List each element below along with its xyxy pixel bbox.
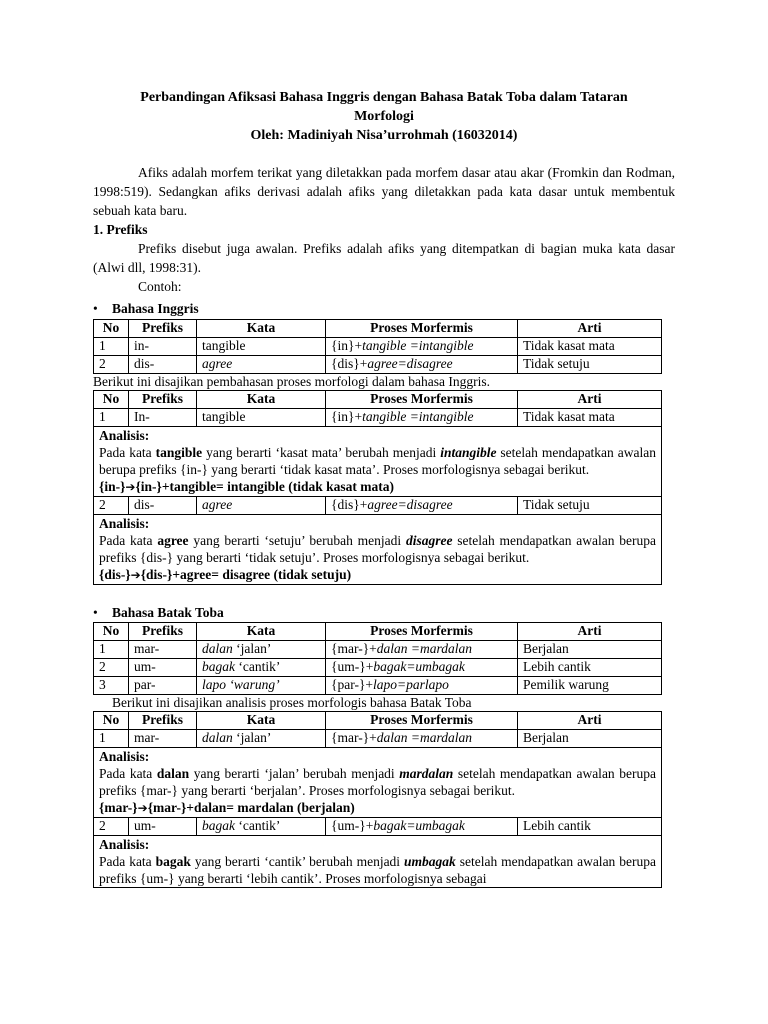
cell-kata: dalan ‘jalan’	[197, 641, 326, 659]
table-header-row	[94, 712, 662, 730]
table-batak-analysis	[93, 711, 662, 888]
table-row	[94, 818, 662, 836]
title-line-2: Morfologi	[354, 109, 414, 124]
analysis-cell	[94, 427, 662, 497]
table-batak-summary	[93, 622, 662, 695]
col-prefiks: Prefiks	[129, 712, 197, 730]
col-kata: Kata	[197, 623, 326, 641]
col-no: No	[94, 391, 129, 409]
author-line: Oleh: Madiniyah Nisa’urrohmah (16032014)	[250, 128, 518, 143]
table-inggris-summary	[93, 319, 662, 374]
cell-proses: {in}+tangible =intangible	[326, 409, 518, 427]
table-row	[94, 730, 662, 748]
bullet-bahasa-inggris: • Bahasa Inggris	[93, 301, 199, 316]
cell-kata: lapo ‘warung’	[197, 677, 326, 695]
arrow-right-icon: ➔	[130, 568, 141, 582]
table-row	[94, 409, 662, 427]
cell-prefiks: In-	[129, 409, 197, 427]
batak-intro: Berikut ini disajikan analisis proses morfologis bahasa Batak Toba	[112, 695, 472, 710]
cell-no: 2	[94, 659, 129, 677]
cell-proses: {mar-}+dalan =mardalan	[326, 730, 518, 748]
col-arti: Arti	[518, 391, 662, 409]
intro-paragraph: Afiks adalah morfem terikat yang diletakkan pada morfem dasar atau akar (Fromkin dan Rodman, 1998:519). Sedangkan afiks derivasi adalah afiks yang diletakkan pada kata dasar untuk membentuk sebuah kata baru.	[93, 165, 675, 218]
cell-kata: tangible	[197, 338, 326, 356]
analysis-formula: {in-}➔{in-}+tangible= intangible (tidak kasat mata)	[99, 479, 395, 494]
col-arti: Arti	[518, 712, 662, 730]
cell-prefiks: in-	[129, 338, 197, 356]
col-proses: Proses Morfermis	[326, 623, 518, 641]
cell-no: 1	[94, 409, 129, 427]
col-no: No	[94, 712, 129, 730]
col-proses: Proses Morfermis	[326, 320, 518, 338]
analysis-label: Analisis:	[99, 837, 150, 852]
col-no: No	[94, 623, 129, 641]
bullet-icon: •	[93, 605, 98, 620]
col-proses: Proses Morfermis	[326, 391, 518, 409]
cell-arti: Tidak setuju	[518, 497, 662, 515]
analysis-row	[94, 748, 662, 818]
analysis-cell	[94, 515, 662, 585]
cell-no: 1	[94, 338, 129, 356]
analysis-row	[94, 836, 662, 888]
analysis-formula: {mar-}➔{mar-}+dalan= mardalan (berjalan)	[99, 800, 355, 815]
cell-arti: Pemilik warung	[518, 677, 662, 695]
cell-no: 2	[94, 818, 129, 836]
cell-arti: Berjalan	[518, 641, 662, 659]
cell-proses: {par-}+lapo=parlapo	[326, 677, 518, 695]
cell-no: 2	[94, 356, 129, 374]
cell-arti: Tidak kasat mata	[518, 338, 662, 356]
section-heading-prefiks: 1. Prefiks	[93, 222, 148, 237]
col-prefiks: Prefiks	[129, 391, 197, 409]
analysis-row	[94, 427, 662, 497]
cell-no: 1	[94, 641, 129, 659]
cell-kata: bagak ‘cantik’	[197, 659, 326, 677]
document-title	[93, 88, 675, 145]
analysis-formula: {dis-}➔{dis-}+agree= disagree (tidak setuju)	[99, 567, 352, 582]
table-row	[94, 356, 662, 374]
cell-prefiks: um-	[129, 659, 197, 677]
col-no: No	[94, 320, 129, 338]
analysis-cell	[94, 748, 662, 818]
cell-kata: agree	[197, 356, 326, 374]
title-line-1: Perbandingan Afiksasi Bahasa Inggris dengan Bahasa Batak Toba dalam Tataran	[140, 90, 628, 105]
cell-proses: {dis}+agree=disagree	[326, 356, 518, 374]
cell-prefiks: par-	[129, 677, 197, 695]
cell-arti: Tidak kasat mata	[518, 409, 662, 427]
table-row	[94, 338, 662, 356]
cell-proses: {mar-}+dalan =mardalan	[326, 641, 518, 659]
cell-proses: {dis}+agree=disagree	[326, 497, 518, 515]
col-prefiks: Prefiks	[129, 623, 197, 641]
col-proses: Proses Morfermis	[326, 712, 518, 730]
cell-kata: bagak ‘cantik’	[197, 818, 326, 836]
cell-prefiks: dis-	[129, 356, 197, 374]
analysis-text: Pada kata dalan yang berarti ‘jalan’ berubah menjadi mardalan setelah mendapatkan awalan berupa prefiks {mar-} yang berarti ‘berjalan’. Proses morfologisnya sebagai berikut.	[99, 766, 656, 798]
cell-arti: Tidak setuju	[518, 356, 662, 374]
table-row	[94, 677, 662, 695]
cell-prefiks: dis-	[129, 497, 197, 515]
cell-no: 1	[94, 730, 129, 748]
cell-no: 2	[94, 497, 129, 515]
analysis-label: Analisis:	[99, 428, 150, 443]
document-page	[93, 88, 675, 888]
cell-kata: agree	[197, 497, 326, 515]
analysis-label: Analisis:	[99, 516, 150, 531]
col-kata: Kata	[197, 712, 326, 730]
bullet-icon: •	[93, 301, 98, 316]
col-kata: Kata	[197, 320, 326, 338]
prefiks-definition: Prefiks disebut juga awalan. Prefiks adalah afiks yang ditempatkan di bagian muka kata dasar (Alwi dll, 1998:31).	[93, 241, 675, 275]
analysis-label: Analisis:	[99, 749, 150, 764]
col-kata: Kata	[197, 391, 326, 409]
table-row	[94, 659, 662, 677]
table-header-row	[94, 623, 662, 641]
cell-prefiks: mar-	[129, 730, 197, 748]
spacer	[93, 585, 675, 603]
inggris-intro: Berikut ini disajikan pembahasan proses morfologi dalam bahasa Inggris.	[93, 374, 491, 389]
analysis-text: Pada kata bagak yang berarti ‘cantik’ berubah menjadi umbagak setelah mendapatkan awalan berupa prefiks {um-} yang berarti ‘lebih cantik’. Proses morfologisnya sebagai	[99, 854, 656, 886]
cell-prefiks: um-	[129, 818, 197, 836]
analysis-row	[94, 515, 662, 585]
col-prefiks: Prefiks	[129, 320, 197, 338]
cell-proses: {um-}+bagak=umbagak	[326, 818, 518, 836]
table-header-row	[94, 391, 662, 409]
arrow-right-icon: ➔	[125, 480, 136, 494]
table-row	[94, 497, 662, 515]
cell-kata: tangible	[197, 409, 326, 427]
bullet-bahasa-batak: • Bahasa Batak Toba	[93, 605, 224, 620]
cell-arti: Berjalan	[518, 730, 662, 748]
cell-prefiks: mar-	[129, 641, 197, 659]
cell-proses: {um-}+bagak=umbagak	[326, 659, 518, 677]
table-row	[94, 641, 662, 659]
table-inggris-analysis	[93, 390, 662, 585]
col-arti: Arti	[518, 320, 662, 338]
arrow-right-icon: ➔	[137, 801, 148, 815]
contoh-label: Contoh:	[138, 279, 182, 294]
cell-no: 3	[94, 677, 129, 695]
spacer	[93, 145, 675, 163]
cell-arti: Lebih cantik	[518, 818, 662, 836]
analysis-text: Pada kata agree yang berarti ‘setuju’ berubah menjadi disagree setelah mendapatkan awalan berupa prefiks {dis-} yang berarti ‘tidak setuju’. Proses morfologisnya sebagai berikut.	[99, 533, 657, 565]
cell-kata: dalan ‘jalan’	[197, 730, 326, 748]
analysis-cell	[94, 836, 662, 888]
cell-proses: {in}+tangible =intangible	[326, 338, 518, 356]
analysis-text: Pada kata tangible yang berarti ‘kasat mata’ berubah menjadi intangible setelah mendapatkan awalan berupa prefiks {in-} yang berarti ‘tidak kasat mata’. Proses morfologisnya sebagai berikut.	[99, 445, 656, 477]
table-header-row	[94, 320, 662, 338]
col-arti: Arti	[518, 623, 662, 641]
cell-arti: Lebih cantik	[518, 659, 662, 677]
